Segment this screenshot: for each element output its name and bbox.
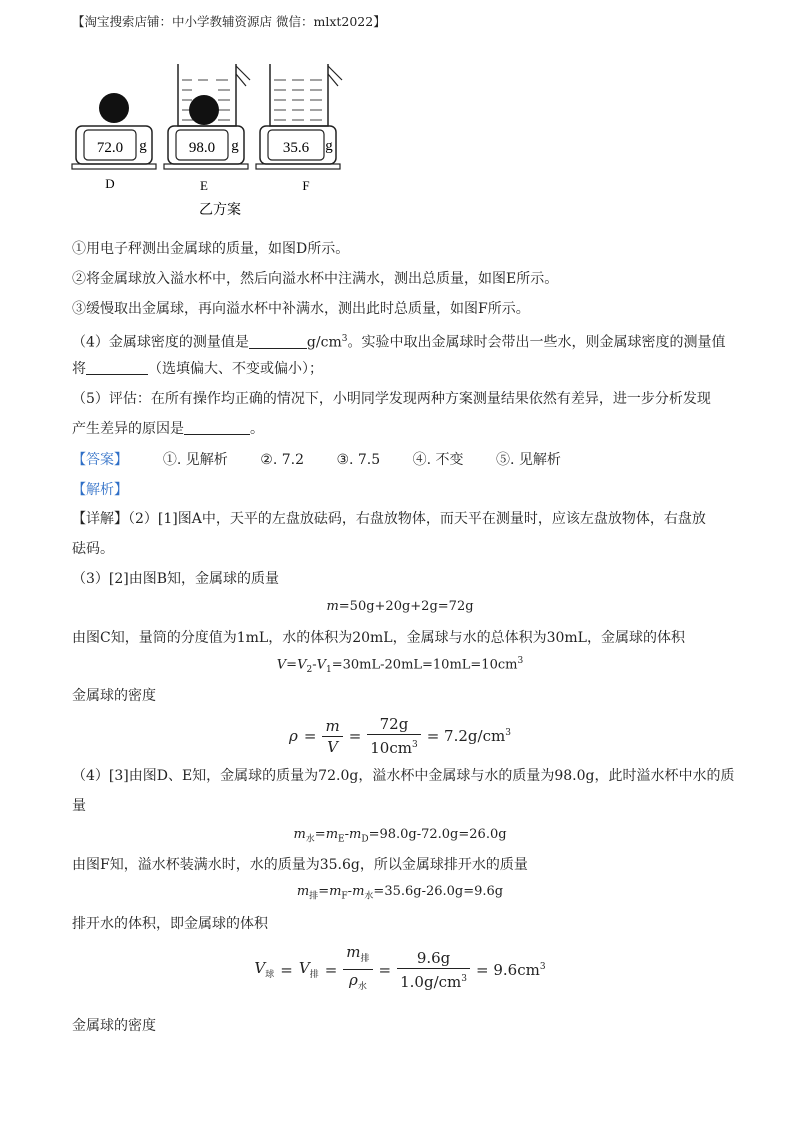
reading-e: 98.0 xyxy=(188,140,216,156)
answer-2: ②. 7.2 xyxy=(260,452,304,468)
equation-density-1: ρ = $\frac{m}{V}$ = $\frac{72g}{10cm^3}$ = $7.2g/cm^3$ xyxy=(289,715,511,757)
answer-label: 【答案】 xyxy=(72,452,128,468)
equation-mass: m=50g+20g+2g=72g xyxy=(326,599,474,614)
reading-d: 72.0 xyxy=(96,140,124,156)
label-e: E xyxy=(200,178,208,193)
step-1: ①用电子秤测出金属球的质量，如图D所示。 xyxy=(72,241,350,257)
step-3: ③缓慢取出金属球，再向溢水杯中补满水，测出此时总质量，如图F所示。 xyxy=(72,301,530,317)
step-2: ②将金属球放入溢水杯中，然后向溢水杯中注满水，测出总质量，如图E所示。 xyxy=(72,271,559,287)
equation-volume: $V=V_2-V_1=30mL-20mL=10mL=10cm^3$ xyxy=(276,656,524,675)
label-f: F xyxy=(302,178,310,193)
detail-p4: 金属球的密度 xyxy=(72,688,156,704)
question-4-line1: （4）金属球密度的测量值是 $g/cm^3$。实验中取出金属球时会带出一些水，则金属球密度的测量值 xyxy=(72,334,726,351)
figure-caption: 乙方案 xyxy=(199,203,241,218)
answer-5: ⑤. 见解析 xyxy=(495,452,561,468)
blank-density xyxy=(249,334,307,349)
question-5-line2: 产生差异的原因是 。 xyxy=(72,421,264,437)
blank-reason xyxy=(184,420,250,435)
detail-p2: （3）[2]由图B知，金属球的质量 xyxy=(72,571,280,587)
scale-f xyxy=(256,64,342,193)
equation-expelled-mass: $m_排=m_F-m_水=35.6g-26.0g=9.6g$ xyxy=(296,884,504,902)
scale-e xyxy=(164,64,250,193)
scales-figure xyxy=(70,56,350,226)
detail-p5b: 量 xyxy=(72,798,86,814)
page-header: 【淘宝搜索店铺：中小学教辅资源店 微信：mlxt2022】 xyxy=(72,14,386,29)
analysis-label: 【解析】 xyxy=(72,482,128,498)
detail-p5: （4）[3]由图D、E知，金属球的质量为72.0g，溢水杯中金属球与水的质量为98.0g，此时溢水杯中水的质 xyxy=(72,768,735,784)
answer-3: ③. 7.5 xyxy=(336,452,381,468)
equation-water-mass: $m_水=m_E-m_D=98.0g-72.0g=26.0g$ xyxy=(293,827,507,845)
reading-f: 35.6 xyxy=(282,140,310,156)
metal-ball-icon xyxy=(99,93,129,123)
equation-ball-volume: $V_球$ = $V_排$ = $\frac{m_排}{\rho_水}$ = $\frac{9.6g}{1.0g/cm^3}$ = $9.6cm^3$ xyxy=(254,943,546,992)
blank-effect xyxy=(86,360,148,375)
detail-p6: 由图F知，溢水杯装满水时，水的质量为35.6g，所以金属球排开水的质量 xyxy=(72,857,528,873)
detail-p8: 金属球的密度 xyxy=(72,1018,156,1034)
unit-e: g xyxy=(231,138,239,154)
unit-d: g xyxy=(139,138,147,154)
label-d: D xyxy=(105,176,115,191)
answer-1: ①. 见解析 xyxy=(162,452,228,468)
question-4-line2: 将 （选填偏大、不变或偏小）； xyxy=(72,361,323,377)
detail-p3: 由图C知，量筒的分度值为1mL，水的体积为20mL，金属球与水的总体积为30mL，金属球的体积 xyxy=(72,630,685,646)
detail-p1b: 砝码。 xyxy=(72,541,114,557)
answer-row xyxy=(72,450,561,470)
metal-ball-icon xyxy=(189,95,219,125)
question-5-line1: （5）评估：在所有操作均正确的情况下，小明同学发现两种方案测量结果依然有差异，进一步分析发现 xyxy=(72,391,711,407)
detail-p1: 【详解】（2）[1]图A中，天平的左盘放砝码，右盘放物体，而天平在测量时，应该左盘放物体，右盘放 xyxy=(72,511,706,527)
unit-f: g xyxy=(325,138,333,154)
answer-4: ④. 不变 xyxy=(412,452,464,468)
detail-p7: 排开水的体积，即金属球的体积 xyxy=(72,916,268,932)
scale-d xyxy=(72,93,156,191)
